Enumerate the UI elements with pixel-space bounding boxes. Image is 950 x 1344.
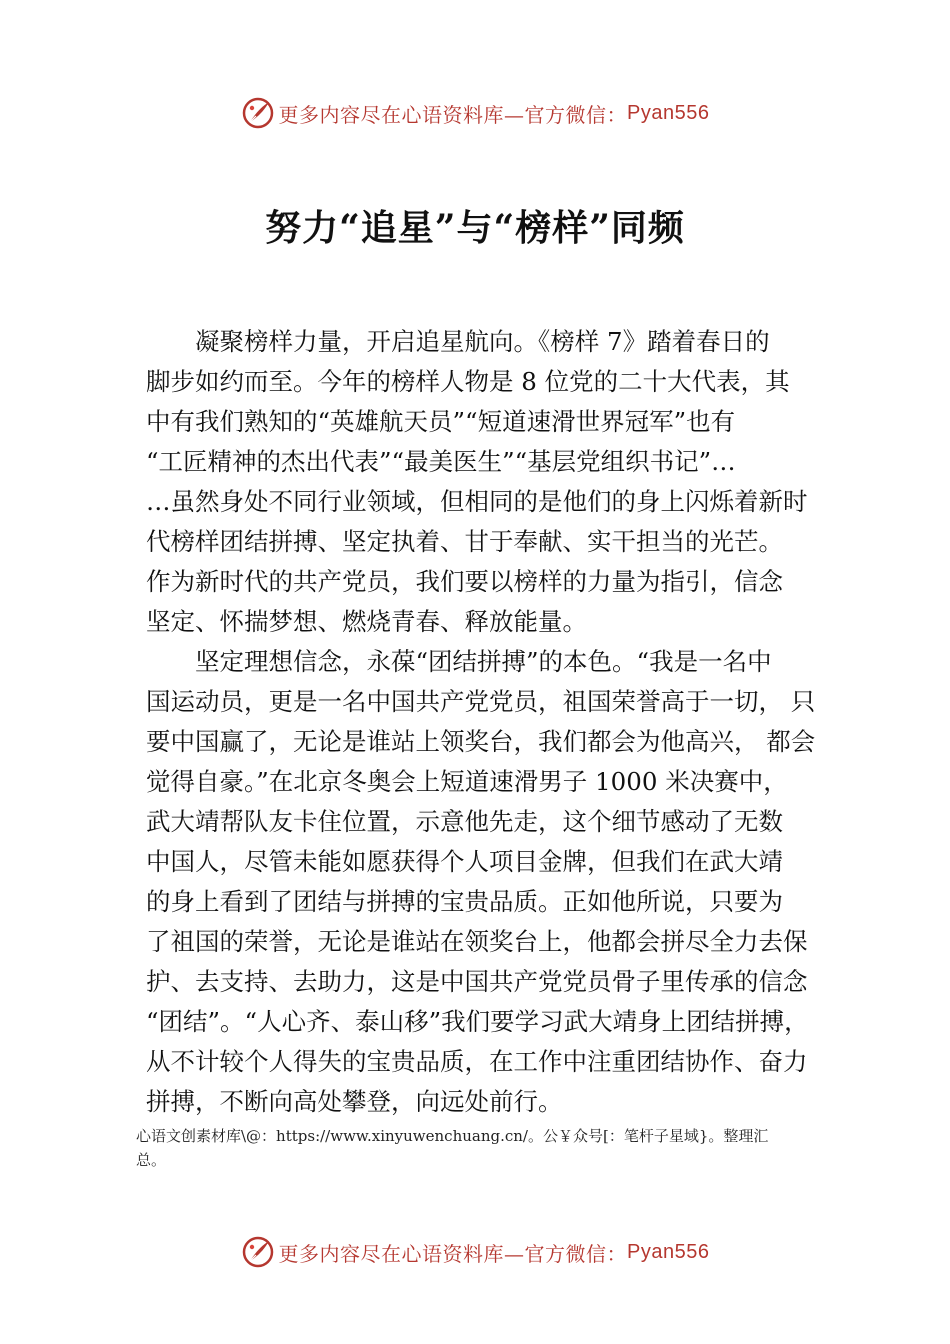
footer-banner — [0, 1232, 950, 1272]
text-line: 的身上看到了团结与拼搏的宝贵品质。正如他所说，只要为 — [146, 887, 783, 916]
banner-text: 更多内容尽在心语资料库—官方微信： — [278, 102, 628, 127]
text-line: 坚定、怀揣梦想、燃烧青春、释放能量。 — [146, 607, 587, 636]
article-body — [146, 322, 846, 1122]
header-banner — [0, 93, 950, 133]
text-line: …虽然身处不同行业领域，但相同的是他们的身上闪烁着新时 — [146, 487, 808, 516]
banner-wechat-id: Pyan556 — [627, 101, 710, 124]
text-line: 要中国赢了，无论是谁站上领奖台，我们都会为他高兴， 都会 — [146, 727, 816, 756]
source-note-line: 心语文创素材库\@：https://www.xinyuwenchuang.cn/。公￥众号[：笔杆子星域}。整理汇 — [136, 1127, 769, 1145]
text-line: 武大靖帮队友卡住位置，示意他先走，这个细节感动了无数 — [146, 807, 783, 836]
text-line: 作为新时代的共产党员，我们要以榜样的力量为指引，信念 — [146, 567, 783, 596]
text-line: 代榜样团结拼搏、坚定执着、甘于奉献、实干担当的光芒。 — [146, 527, 783, 556]
text-line: 国运动员，更是一名中国共产党党员，祖国荣誉高于一切， 只 — [146, 687, 816, 716]
text-line: 中有我们熟知的“英雄航天员”“短道速滑世界冠军”也有 — [146, 407, 736, 436]
page-title: 努力“追星”与“榜样”同频 — [265, 207, 685, 249]
text-line: 觉得自豪。”在北京冬奥会上短道速滑男子 1000 米决赛中， — [146, 767, 788, 796]
text-line: 拼搏，不断向高处攀登，向远处前行。 — [146, 1087, 563, 1116]
text-line: 了祖国的荣誉，无论是谁站在领奖台上，他都会拼尽全力去保 — [146, 927, 808, 956]
text-line: 脚步如约而至。今年的榜样人物是 8 位党的二十大代表，其 — [146, 367, 790, 396]
paragraph-1 — [146, 322, 846, 642]
quill-pen-circle-icon — [241, 96, 275, 130]
paragraph-2 — [146, 642, 846, 1122]
text-line: “团结”。“人心齐、泰山移”我们要学习武大靖身上团结拼搏， — [146, 1007, 809, 1036]
banner-text: 更多内容尽在心语资料库—官方微信： — [278, 1241, 628, 1266]
text-line: 中国人，尽管未能如愿获得个人项目金牌，但我们在武大靖 — [146, 847, 783, 876]
source-note-line: 总。 — [136, 1151, 167, 1169]
source-note — [136, 1124, 836, 1172]
text-line: 坚定理想信念，永葆“团结拼搏”的本色。“我是一名中 — [195, 647, 772, 676]
quill-pen-circle-icon — [241, 1235, 275, 1269]
text-line: 从不计较个人得失的宝贵品质，在工作中注重团结协作、奋力 — [146, 1047, 808, 1076]
text-line: “工匠精神的杰出代表”“最美医生”“基层党组织书记”… — [146, 447, 736, 476]
text-line: 护、去支持、去助力，这是中国共产党党员骨子里传承的信念 — [146, 967, 808, 996]
text-line: 凝聚榜样力量，开启追星航向。《榜样 7》踏着春日的 — [195, 327, 770, 356]
banner-wechat-id: Pyan556 — [627, 1240, 710, 1263]
